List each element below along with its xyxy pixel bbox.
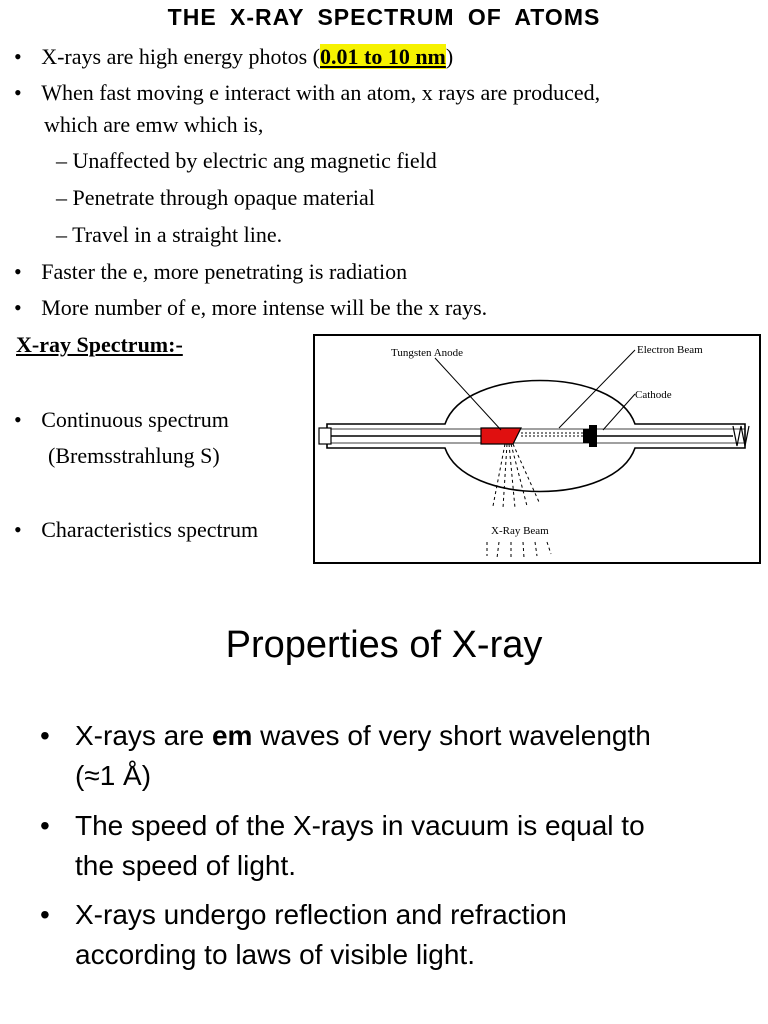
spectrum-item-1-line1: Continuous spectrum <box>41 407 229 432</box>
bullet-3 <box>14 256 407 288</box>
bullet-2 <box>14 77 600 109</box>
property-1-line2: (≈1 Å) <box>75 760 152 791</box>
property-2 <box>40 806 740 886</box>
sub-bullet-2 <box>56 182 375 214</box>
sub-bullet-1 <box>56 145 437 177</box>
bullet-dot-icon: • <box>14 407 22 432</box>
spectrum-item-2-text: Characteristics spectrum <box>41 517 259 542</box>
xray-beam <box>487 444 551 558</box>
bullet-2-line2: which are emw which is, <box>44 112 264 137</box>
bullet-2-line1: When fast moving e interact with an atom, x rays are produced, <box>41 80 601 105</box>
property-2-line1: The speed of the X-rays in vacuum is equal to <box>75 810 645 841</box>
sub-bullet-3-text: Travel in a straight line. <box>72 222 283 247</box>
dash-icon: – <box>56 148 67 173</box>
bullet-dot-icon: • <box>40 720 50 751</box>
bullet-dot-icon: • <box>14 44 22 69</box>
property-1-bold: em <box>211 720 253 751</box>
sub-bullet-2-text: Penetrate through opaque material <box>72 185 375 210</box>
sub-bullet-1-text: Unaffected by electric ang magnetic field <box>72 148 437 173</box>
property-1-suffix: waves of very short wavelength <box>252 720 651 751</box>
bullet-4 <box>14 292 487 324</box>
bullet-dot-icon: • <box>14 295 22 320</box>
cathode <box>589 425 597 447</box>
bullet-dot-icon: • <box>40 810 50 841</box>
property-3 <box>40 895 740 975</box>
xray-tube-diagram <box>313 334 761 564</box>
spectrum-heading: X-ray Spectrum:- <box>16 332 183 357</box>
bullet-dot-icon: • <box>40 899 50 930</box>
page-title: THE X-RAY SPECTRUM OF ATOMS <box>167 4 601 30</box>
spectrum-item-1 <box>14 404 229 436</box>
xray-tube-illustration <box>315 336 759 562</box>
bullet-3-text: Faster the e, more penetrating is radiation <box>41 259 408 284</box>
properties-title: Properties of X-ray <box>225 624 543 666</box>
spectrum-item-1-line2: (Bremsstrahlung S) <box>48 443 220 468</box>
dash-icon: – <box>56 185 67 210</box>
bullet-dot-icon: • <box>14 80 22 105</box>
property-3-line1: X-rays undergo reflection and refraction <box>75 899 567 930</box>
bullet-dot-icon: • <box>14 259 22 284</box>
property-1 <box>40 716 740 796</box>
bullet-1-suffix: ) <box>445 44 454 69</box>
label-tungsten-anode: Tungsten Anode <box>391 347 464 359</box>
bullet-1 <box>14 41 453 73</box>
bullet-dot-icon: • <box>14 517 22 542</box>
label-cathode: Cathode <box>635 389 672 401</box>
bullet-1-highlight: 0.01 to 10 nm <box>320 44 446 69</box>
label-xray-beam: X-Ray Beam <box>491 525 549 537</box>
property-2-line2: the speed of light. <box>75 850 297 881</box>
spectrum-item-2 <box>14 514 258 546</box>
property-3-line2: according to laws of visible light. <box>75 939 475 970</box>
tungsten-anode <box>481 428 521 444</box>
label-electron-beam: Electron Beam <box>637 344 703 356</box>
dash-icon: – <box>56 222 67 247</box>
bullet-4-text: More number of e, more intense will be the x rays. <box>41 295 488 320</box>
property-1-prefix: X-rays are <box>75 720 212 751</box>
sub-bullet-3 <box>56 219 282 251</box>
bullet-1-prefix: X-rays are high energy photos ( <box>41 44 320 69</box>
